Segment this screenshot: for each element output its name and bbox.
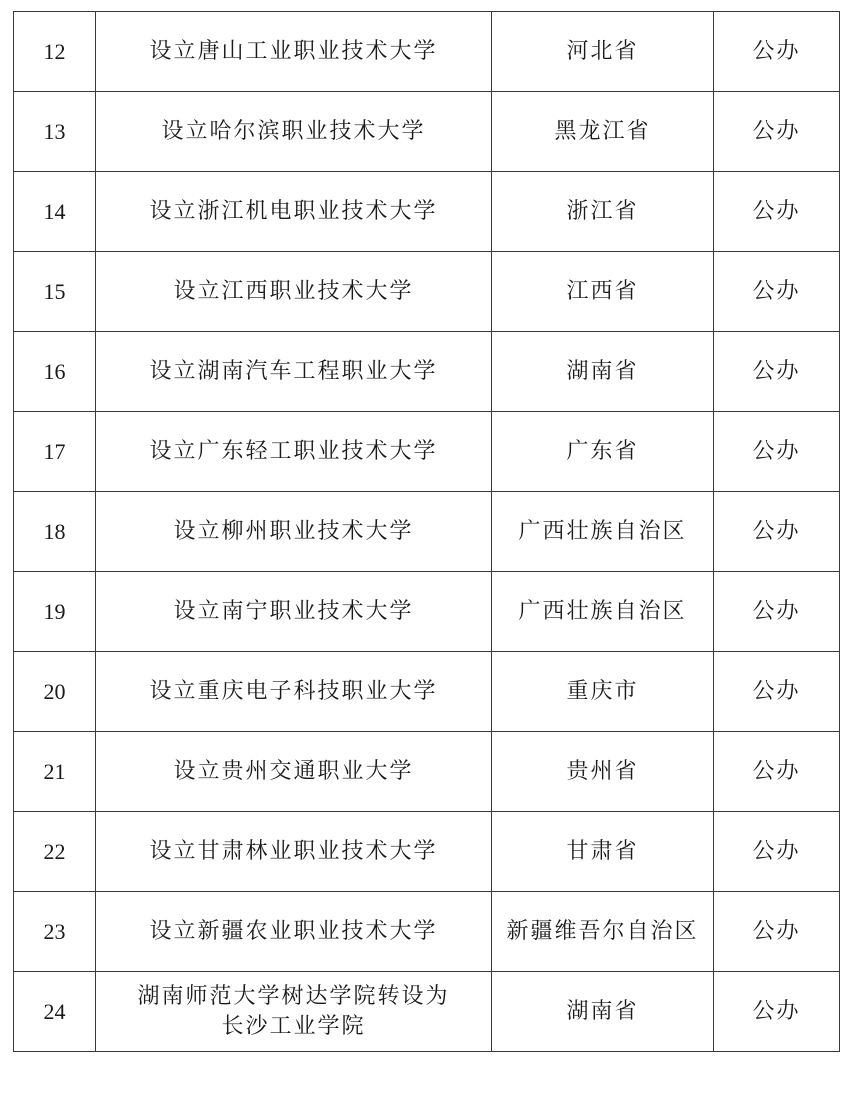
institution-name-line: 设立南宁职业技术大学 (173, 598, 414, 624)
cell-province: 重庆市 (492, 652, 714, 732)
table-row (14, 732, 840, 812)
cell-province: 浙江省 (492, 172, 714, 252)
table-row (14, 252, 840, 332)
cell-ownership-type: 公办 (714, 252, 840, 332)
table-row (14, 92, 840, 172)
table-row (14, 572, 840, 652)
cell-institution-name (96, 732, 492, 812)
table-row (14, 972, 840, 1052)
cell-province: 湖南省 (492, 332, 714, 412)
institution-name-line: 设立新疆农业职业技术大学 (149, 918, 438, 944)
institution-name-line: 设立贵州交通职业大学 (173, 758, 414, 784)
institution-name-line: 设立湖南汽车工程职业大学 (149, 358, 438, 384)
cell-ownership-type: 公办 (714, 652, 840, 732)
cell-number: 18 (14, 492, 96, 572)
cell-province: 湖南省 (492, 972, 714, 1052)
institution-name-line: 设立重庆电子科技职业大学 (149, 678, 438, 704)
cell-institution-name (96, 892, 492, 972)
cell-institution-name (96, 492, 492, 572)
cell-institution-name (96, 572, 492, 652)
cell-ownership-type: 公办 (714, 12, 840, 92)
cell-ownership-type: 公办 (714, 172, 840, 252)
institution-name-line: 设立甘肃林业职业技术大学 (149, 838, 438, 864)
institution-name-line: 设立唐山工业职业技术大学 (149, 38, 438, 64)
cell-province: 贵州省 (492, 732, 714, 812)
table-row (14, 12, 840, 92)
table-row (14, 812, 840, 892)
cell-institution-name (96, 412, 492, 492)
institution-name-line: 设立柳州职业技术大学 (173, 518, 414, 544)
cell-institution-name (96, 92, 492, 172)
cell-number: 15 (14, 252, 96, 332)
cell-ownership-type: 公办 (714, 572, 840, 652)
institution-name-line: 设立广东轻工职业技术大学 (149, 438, 438, 464)
institution-name-line: 长沙工业学院 (221, 1013, 366, 1039)
table-body (14, 12, 840, 1052)
cell-number: 13 (14, 92, 96, 172)
cell-ownership-type: 公办 (714, 892, 840, 972)
cell-number: 23 (14, 892, 96, 972)
cell-number: 14 (14, 172, 96, 252)
table-row (14, 652, 840, 732)
table-row (14, 892, 840, 972)
cell-ownership-type: 公办 (714, 492, 840, 572)
cell-ownership-type: 公办 (714, 972, 840, 1052)
cell-ownership-type: 公办 (714, 732, 840, 812)
cell-province: 广东省 (492, 412, 714, 492)
cell-province: 黑龙江省 (492, 92, 714, 172)
cell-province: 甘肃省 (492, 812, 714, 892)
universities-table (13, 11, 840, 1052)
table-row (14, 332, 840, 412)
cell-province: 广西壮族自治区 (492, 572, 714, 652)
institution-name-line: 设立哈尔滨职业技术大学 (161, 118, 426, 144)
cell-number: 24 (14, 972, 96, 1052)
cell-number: 17 (14, 412, 96, 492)
cell-institution-name (96, 652, 492, 732)
cell-province: 广西壮族自治区 (492, 492, 714, 572)
cell-number: 22 (14, 812, 96, 892)
cell-institution-name (96, 252, 492, 332)
cell-institution-name (96, 12, 492, 92)
cell-institution-name (96, 812, 492, 892)
cell-institution-name (96, 172, 492, 252)
cell-institution-name (96, 332, 492, 412)
institution-name-line: 湖南师范大学树达学院转设为 (137, 983, 450, 1009)
cell-number: 20 (14, 652, 96, 732)
cell-number: 12 (14, 12, 96, 92)
cell-province: 新疆维吾尔自治区 (492, 892, 714, 972)
table-row (14, 412, 840, 492)
cell-province: 河北省 (492, 12, 714, 92)
cell-province: 江西省 (492, 252, 714, 332)
cell-number: 19 (14, 572, 96, 652)
cell-ownership-type: 公办 (714, 412, 840, 492)
institution-name-line: 设立浙江机电职业技术大学 (149, 198, 438, 224)
cell-ownership-type: 公办 (714, 332, 840, 412)
institution-name-line: 设立江西职业技术大学 (173, 278, 414, 304)
cell-number: 21 (14, 732, 96, 812)
cell-number: 16 (14, 332, 96, 412)
table-row (14, 492, 840, 572)
cell-ownership-type: 公办 (714, 92, 840, 172)
cell-ownership-type: 公办 (714, 812, 840, 892)
cell-institution-name (96, 972, 492, 1052)
table-row (14, 172, 840, 252)
